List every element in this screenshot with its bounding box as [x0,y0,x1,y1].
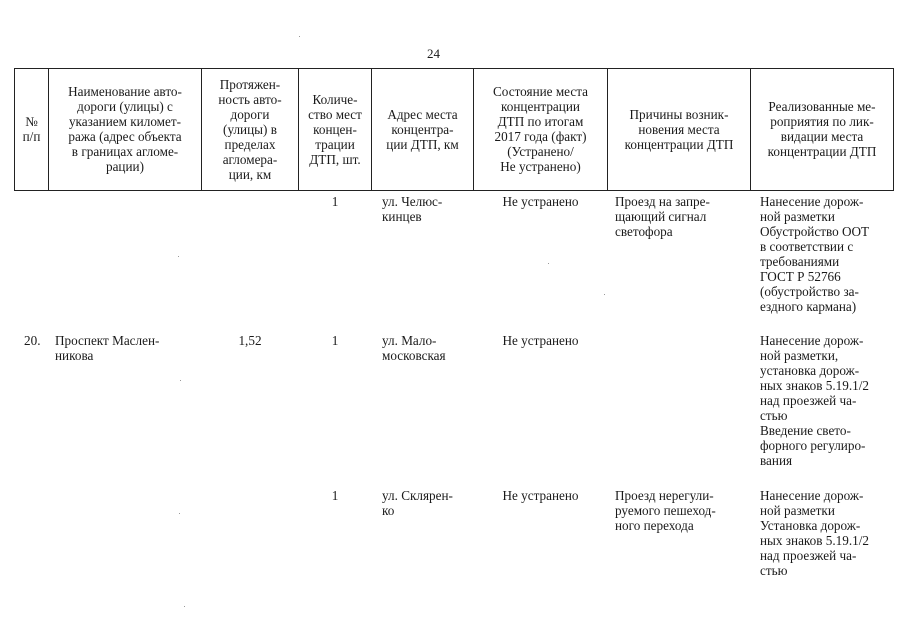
entry-address: ул. Склярен- ко [382,488,453,518]
page-number: 24 [427,46,440,61]
header-road-name: Наименование авто- дороги (улицы) с указанием километ- ража (адрес объекта в границах агломе- рации) [68,84,182,174]
entry-count: 1 [331,194,339,209]
header-count: Количе- ство мест концен- трации ДТП, шт. [308,91,362,167]
row-number: 20. [24,333,41,348]
col-border [893,68,894,191]
header-length: Протяжен- ность авто- дороги (улицы) в пределах агломера- ции, км [218,76,282,182]
scan-speck [180,380,181,381]
scan-speck [299,36,300,37]
entry-measures: Нанесение дорож- ной разметки Установка дорож- ных знаков 5.19.1/2 над проезжей ча- стью [760,488,870,578]
scan-speck [548,263,549,264]
scan-speck [184,606,185,607]
entry-state: Не устранено [502,488,579,503]
entry-address: ул. Мало- московская [382,333,446,363]
table-top-border [14,68,894,69]
entry-address: ул. Челюс- кинцев [382,194,443,224]
header-state: Состояние места концентрации ДТП по итогам 2017 года (факт) (Устранено/ Не устранено) [493,84,588,174]
entry-cause: Проезд на запре- щающий сигнал светофора [615,194,710,239]
header-measures: Реализованные ме- роприятия по лик- видации места концентрации ДТП [767,99,877,159]
road-name: Проспект Маслен- никова [55,333,160,363]
entry-measures: Нанесение дорож- ной разметки Обустройство ООТ в соответствии с требованиями ГОСТ Р 52766 (обустройство за- ездного кармана) [760,194,870,314]
scan-speck [178,256,179,257]
road-length: 1,52 [238,333,262,348]
entry-count: 1 [331,333,339,348]
entry-state: Не устранено [502,333,579,348]
header-bottom-border [14,190,894,191]
entry-measures: Нанесение дорож- ной разметки, установка дорож- ных знаков 5.19.1/2 над проезжей ча- стью Введение свето- форного регулиро- вания [760,333,870,468]
scan-speck [604,294,605,295]
entry-state: Не устранено [502,194,579,209]
header-address: Адрес места концентра- ции ДТП, км [386,106,459,152]
scan-speck [179,513,180,514]
entry-count: 1 [331,488,339,503]
header-num: № п/п [22,114,41,144]
header-causes: Причины возник- новения места концентрации ДТП [624,106,734,152]
entry-cause: Проезд нерегули- руемого пешеход- ного перехода [615,488,716,533]
